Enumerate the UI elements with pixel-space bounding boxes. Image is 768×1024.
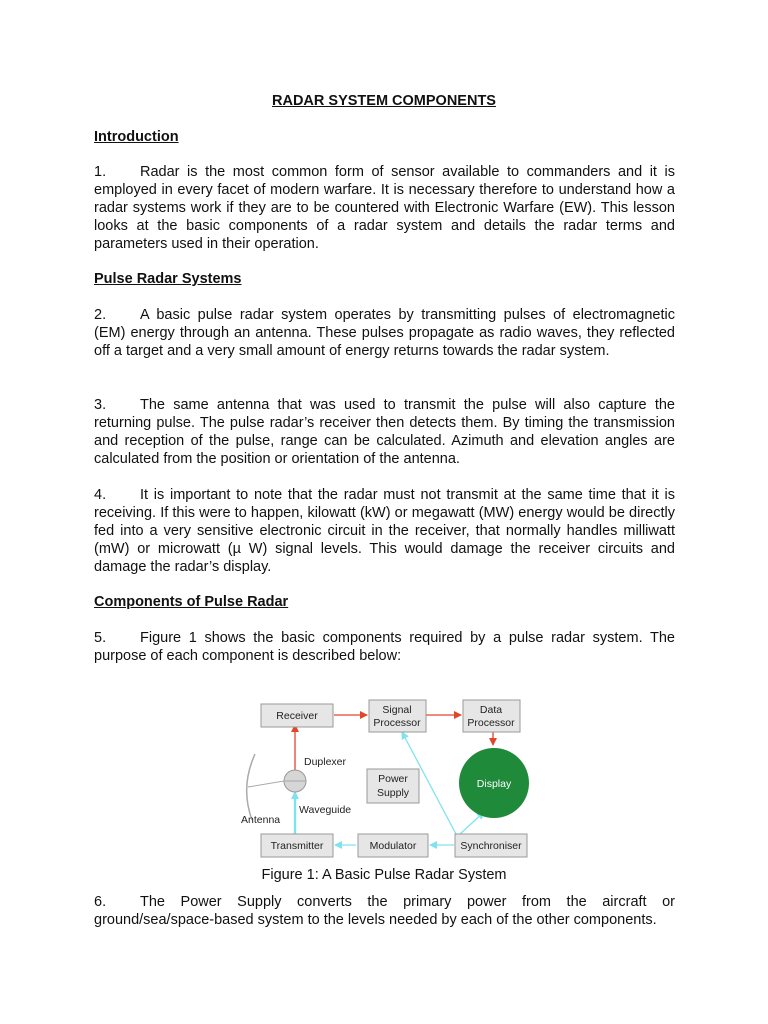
synchroniser-block <box>455 834 527 857</box>
power-supply-block <box>367 769 419 803</box>
paragraph-text: The same antenna that was used to transmit the pulse will also capture the returning pulse. The pulse radar’s receiver then detects them. By timing the transmission and reception of the pulse, range can be calculated. Azimuth and elevation angles are calculated from the position or orientation of the antenna. <box>94 397 675 467</box>
figure-caption: Figure 1: A Basic Pulse Radar System <box>261 867 507 883</box>
paragraph-text: A basic pulse radar system operates by transmitting pulses of electromagnetic (EM) energy through an antenna. These pulses propagate as radio waves, they reflected off a target and a very small amount of energy returns towards the radar system. <box>94 307 675 359</box>
heading-components: Components of Pulse Radar <box>94 594 289 610</box>
paragraph-text: The Power Supply converts the primary power from the aircraft or ground/sea/space-based system to the levels needed by each of the other components. <box>94 894 675 928</box>
antenna-feed-line <box>248 781 284 787</box>
paragraph-number: 4. <box>94 487 107 503</box>
paragraph-text: Radar is the most common form of sensor available to commanders and it is employed in every facet of modern warfare. It is necessary therefore to understand how a radar systems work if they are to be countered with Electronic Warfare (EW). This lesson looks at the basic components of a radar system and details the radar terms and parameters used in their operation. <box>94 164 675 252</box>
modulator-label: Modulator <box>369 840 417 852</box>
paragraph-text: Figure 1 shows the basic components required by a pulse radar system. The purpose of each component is described below: <box>94 630 675 664</box>
paragraph-number: 3. <box>94 397 107 413</box>
heading-pulse-radar-systems: Pulse Radar Systems <box>94 271 242 287</box>
paragraph-number: 6. <box>94 894 107 910</box>
page-title: RADAR SYSTEM COMPONENTS <box>272 93 496 109</box>
receiver-block <box>261 704 333 727</box>
paragraph-1 <box>94 163 675 253</box>
transmitter-block <box>261 834 333 857</box>
data-processor-label-line1: Data <box>479 704 503 716</box>
paragraph-number: 5. <box>94 630 107 646</box>
signal-processor-block <box>369 700 426 732</box>
diagram-svg <box>230 692 540 862</box>
data-processor-label-line2: Processor <box>467 717 515 729</box>
signal-processor-label-line2: Processor <box>373 717 421 729</box>
transmitter-label: Transmitter <box>270 840 324 852</box>
heading-introduction: Introduction <box>94 129 179 145</box>
paragraph-3 <box>94 396 675 468</box>
paragraph-4 <box>94 486 675 576</box>
signal-processor-label-line1: Signal <box>382 704 412 716</box>
data-processor-block <box>463 700 520 732</box>
display-label: Display <box>476 778 512 790</box>
duplexer-label: Duplexer <box>304 756 347 768</box>
synchroniser-label: Synchroniser <box>460 840 522 852</box>
paragraph-5 <box>94 629 675 665</box>
paragraph-text: It is important to note that the radar must not transmit at the same time that it is receiving. If this were to happen, kilowatt (kW) or megawatt (MW) energy would be directly fed into a very sensitive electronic circuit in the receiver, that normally handles milliwatt (mW) or microwatt (µ W) signal levels. This would damage the receiver circuits and damage the radar’s display. <box>94 487 675 575</box>
modulator-block <box>358 834 428 857</box>
power-supply-label-line2: Supply <box>376 787 410 799</box>
receiver-label: Receiver <box>276 710 318 722</box>
paragraph-2 <box>94 306 675 360</box>
paragraph-number: 2. <box>94 307 107 323</box>
arrow-synchroniser-to-display <box>460 812 484 834</box>
paragraph-6 <box>94 893 675 929</box>
antenna-label: Antenna <box>241 814 281 826</box>
figure-pulse-radar-diagram <box>230 692 540 862</box>
waveguide-label: Waveguide <box>299 804 352 816</box>
paragraph-number: 1. <box>94 164 107 180</box>
power-supply-label-line1: Power <box>378 773 408 785</box>
